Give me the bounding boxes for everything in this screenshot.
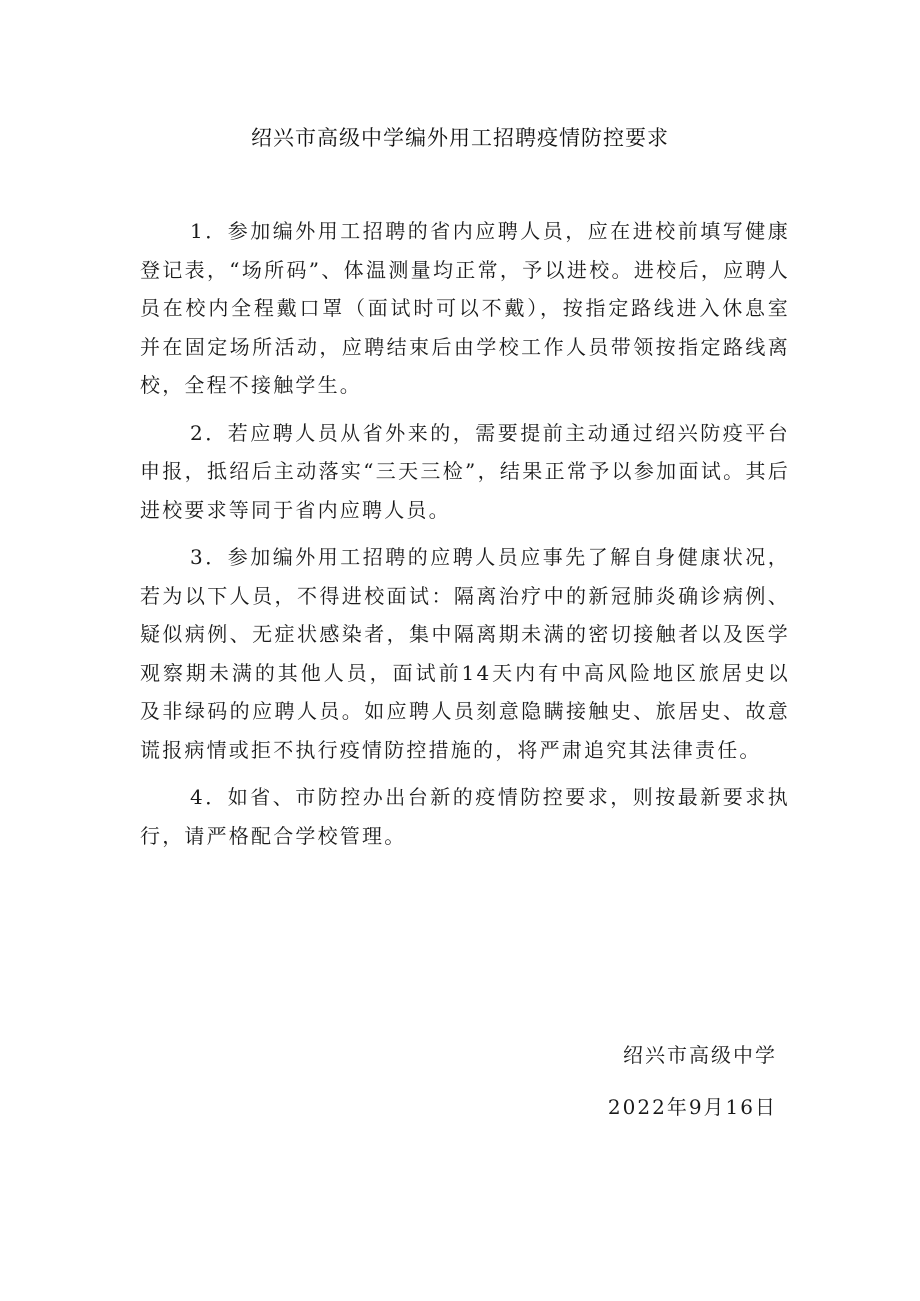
paragraph-1: 1．参加编外用工招聘的省内应聘人员，应在进校前填写健康登记表，“场所码”、体温测量均正常，予以进校。进校后，应聘人员在校内全程戴口罩（面试时可以不戴），按指定路线进入休息室并在固定场所活动，应聘结束后由学校工作人员带领按指定路线离校，全程不接触学生。 <box>140 219 790 397</box>
paragraph-4: 4．如省、市防控办出台新的疫情防控要求，则按最新要求执行，请严格配合学校管理。 <box>140 785 790 848</box>
document-title: 绍兴市高级中学编外用工招聘疫情防控要求 <box>251 126 669 150</box>
paragraph-2: 2．若应聘人员从省外来的，需要提前主动通过绍兴防疫平台申报，抵绍后主动落实“三天三检”，结果正常予以参加面试。其后进校要求等同于省内应聘人员。 <box>140 420 790 522</box>
signature-organization: 绍兴市高级中学 <box>623 1043 777 1067</box>
signature-block <box>608 1036 777 1126</box>
paragraph-3: 3．参加编外用工招聘的应聘人员应事先了解自身健康状况，若为以下人员，不得进校面试：隔离治疗中的新冠肺炎确诊病例、疑似病例、无症状感染者，集中隔离期未满的密切接触者以及医学观察期未满的其他人员，面试前14天内有中高风险地区旅居史以及非绿码的应聘人员。如应聘人员刻意隐瞒接触史、旅居史、故意谎报病情或拒不执行疫情防控措施的，将严肃追究其法律责任。 <box>140 545 790 762</box>
document-body <box>140 212 790 864</box>
signature-date: 2022年9月16日 <box>607 1095 777 1119</box>
